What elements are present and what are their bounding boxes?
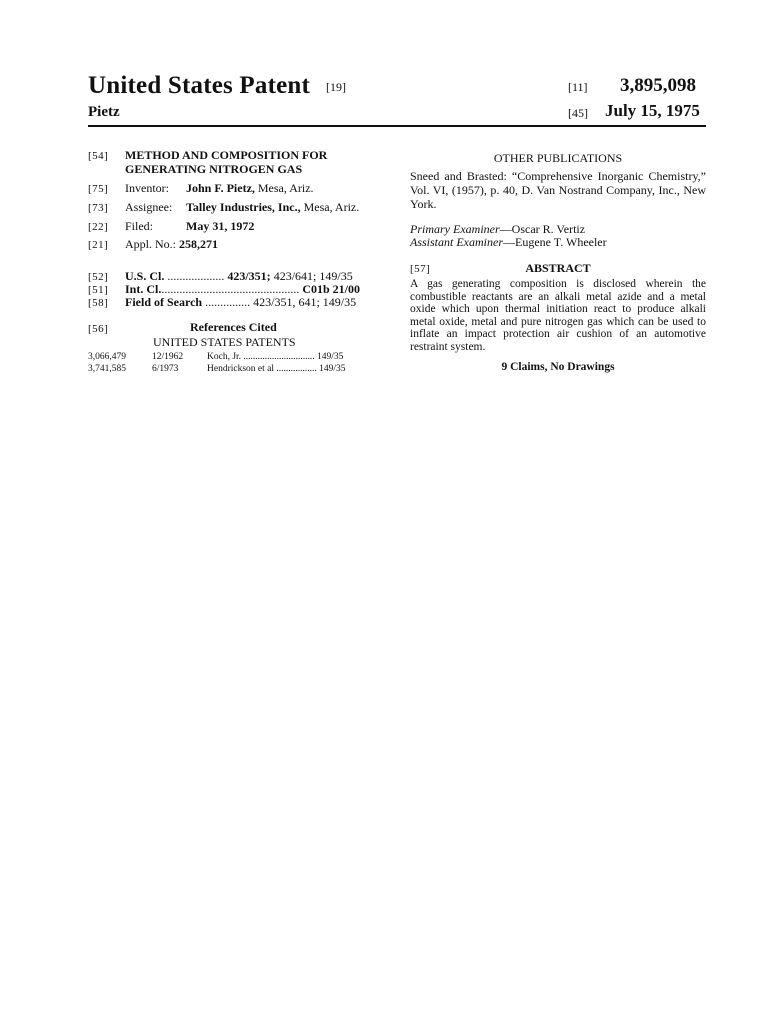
int-cl-value: C01b 21/00: [302, 282, 361, 296]
patent-date: July 15, 1975: [605, 101, 700, 120]
claims-summary: 9 Claims, No Drawings: [501, 361, 615, 373]
appl-row: [125, 237, 218, 252]
field-search-label: Field of Search: [125, 295, 203, 309]
us-cl-primary: 423/351;: [227, 269, 271, 283]
title-line-1: METHOD AND COMPOSITION FOR: [125, 148, 328, 162]
assignee-value: [186, 200, 359, 215]
reference-row: [88, 364, 346, 374]
inventor-value: [186, 181, 314, 196]
field-search-row: [125, 295, 356, 310]
reference-number: 3,066,479: [88, 352, 126, 362]
us-cl-rest: 423/641; 149/35: [273, 269, 353, 283]
filed-code: [22]: [88, 221, 109, 233]
assignee-code: [73]: [88, 202, 109, 214]
title-code: [54]: [88, 150, 109, 162]
reference-dots: ..............................: [243, 352, 315, 362]
patent-number: 3,895,098: [620, 75, 696, 96]
assignee-location: Mesa, Ariz.: [303, 200, 360, 214]
us-cl-code: [52]: [88, 271, 109, 283]
assistant-examiner: [410, 236, 706, 250]
inventor-name: John F. Pietz,: [186, 181, 255, 195]
inventor-location: Mesa, Ariz.: [257, 181, 314, 195]
assignee-name: Talley Industries, Inc.,: [186, 200, 301, 214]
code-45: [45]: [568, 106, 588, 120]
abstract-title: ABSTRACT: [525, 261, 591, 275]
other-publications-title: OTHER PUBLICATIONS: [493, 151, 623, 165]
field-search-code: [58]: [88, 297, 109, 309]
reference-name: Koch, Jr.: [207, 352, 242, 362]
reference-class: 149/35: [319, 364, 346, 374]
reference-date: 12/1962: [152, 352, 184, 362]
assignee-label: Assignee:: [125, 200, 173, 214]
reference-number: 3,741,585: [88, 364, 126, 374]
abstract-code: [57]: [410, 263, 431, 275]
appl-code: [21]: [88, 239, 109, 251]
abstract-text: A gas generating composition is disclosed wherein the combustible reactants are an alkali metal azide and a metal oxide which upon thermal initiation react to produce alkali metal oxide, metal and pure nitrogen gas which can be used to inflate an impact protection air cushion of an automotive restraint system.: [410, 278, 706, 353]
int-cl-code: [51]: [88, 284, 109, 296]
us-cl-dots: ...................: [167, 269, 225, 283]
code-19: [19]: [326, 80, 346, 94]
inventor-label: Inventor:: [125, 181, 169, 195]
appl-value: 258,271: [179, 237, 218, 251]
int-cl-dots: ..............................................: [161, 282, 300, 296]
title-line-2: GENERATING NITROGEN GAS: [125, 162, 303, 176]
inventor-code: [75]: [88, 183, 109, 195]
header-rule: [88, 125, 706, 127]
field-search-value: 423/351, 641; 149/35: [253, 295, 357, 309]
reference-date: 6/1973: [152, 364, 179, 374]
refs-title: References Cited: [190, 320, 277, 334]
reference-class: 149/35: [317, 352, 344, 362]
reference-row: [88, 352, 343, 362]
filed-label: Filed:: [125, 219, 154, 233]
refs-subtitle: UNITED STATES PATENTS: [153, 335, 296, 349]
int-cl-label: Int. Cl.: [125, 282, 162, 296]
patent-office-title: United States Patent: [88, 72, 311, 99]
field-search-dots: ...............: [205, 295, 251, 309]
inventor-surname: Pietz: [88, 104, 120, 120]
filed-value: May 31, 1972: [186, 219, 255, 233]
refs-code: [56]: [88, 323, 109, 335]
primary-examiner-label: Primary Examiner: [410, 222, 500, 236]
reference-dots: .................: [276, 364, 317, 374]
assistant-examiner-label: Assistant Examiner: [410, 235, 503, 249]
other-publications-text: Sneed and Brasted: “Comprehensive Inorganic Chemistry,” Vol. VI, (1957), p. 40, D. Van Nostrand Company, Inc., New York.: [410, 169, 706, 211]
us-cl-label: U.S. Cl.: [125, 269, 165, 283]
appl-label: Appl. No.:: [125, 237, 176, 251]
assistant-examiner-name: —Eugene T. Wheeler: [503, 235, 607, 249]
primary-examiner-name: —Oscar R. Vertiz: [499, 222, 586, 236]
code-11: [11]: [568, 80, 588, 94]
reference-name: Hendrickson et al: [207, 364, 275, 374]
